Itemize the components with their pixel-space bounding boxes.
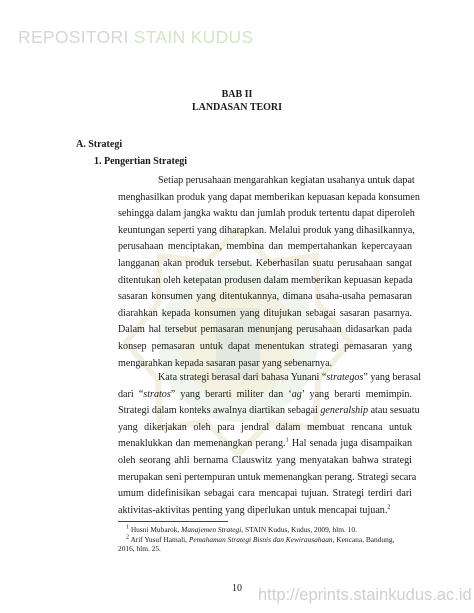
text-line: oleh seorang ahli bernama Clauswitz yang menyatakan bahwa strategi — [118, 454, 412, 466]
text-line: keuntungan seperti yang diharapkan. Melalui produk yang dihasilkannya, — [118, 224, 415, 236]
text-span: STAIN Kudus, Kudus, 2009, hlm. 10. — [243, 525, 357, 534]
text-span: Hal senada juga disampaikan — [288, 438, 412, 450]
book-title: Manajemen Strategi, — [181, 525, 244, 534]
text-line — [118, 403, 420, 420]
footnote-number: 2 — [126, 534, 129, 541]
chapter-title: LANDASAN TEORI — [191, 102, 283, 113]
text-line-end: Keberhasilan suatu perusahaan sangat — [255, 257, 412, 269]
text-span: aktivitas-aktivitas penting yang diperlukan untuk mencapai tujuan. — [118, 504, 388, 516]
text-line: Dalam hal tersebut pemasaran menunjang perusahaan didasarkan pada — [118, 324, 412, 336]
text-line: sehingga dalam jangka waktu dan jumlah produk tertentu dapat diperoleh — [118, 208, 415, 220]
text-line — [118, 256, 412, 273]
text-span: Kencana, Bandung, — [334, 534, 395, 544]
text-span: ” yang berarti militer dan ‘ — [170, 388, 292, 400]
text-span: Husni Mubarok, — [129, 525, 182, 534]
page-number: 10 — [232, 583, 242, 594]
footnotes — [118, 525, 412, 554]
subsection-heading: 1. Pengertian Strategi — [94, 156, 188, 167]
section-heading: A. Strategi — [76, 139, 123, 150]
text-line: merupakan seni pertempuran untuk memenangkan perang. Strategi secara — [118, 471, 417, 483]
footnote-ref: 2 — [387, 504, 391, 511]
footnote-divider — [118, 521, 228, 522]
text-line: yang dikerjakan oleh para jendral dalam membuat rencana untuk — [118, 421, 412, 433]
repository-watermark — [18, 27, 253, 48]
chapter-number: BAB II — [221, 89, 253, 100]
text-line: sasaran konsumen yang ditentukannya, dimana usaha-usaha pemasaran — [118, 291, 412, 303]
text-span: atau sesuatu — [368, 405, 420, 417]
text-span: Arif Yusuf Hamali, — [129, 534, 189, 544]
footnote-number: 1 — [126, 524, 129, 531]
text-line: konsep pemasaran untuk dapat menentukan strategi pemasaran yang — [118, 340, 412, 352]
text-span: ’ yang berarti memimpin. — [301, 388, 412, 400]
italic-term: ag — [291, 388, 302, 400]
text-span: Strategi dalam konteks awalnya diartikan sebagai — [118, 405, 321, 417]
text-line: umum didefinisikan sebagai cara mencapai tujuan. Strategi terdiri dari — [118, 488, 412, 500]
text-line: ditentukan oleh ketepatan produsen dalam memberikan kepuasan kepada — [118, 274, 413, 286]
watermark-text-repositori: REPOSITORI — [18, 27, 134, 47]
text-line — [118, 370, 422, 387]
text-line: Setiap perusahaan mengarahkan kegiatan usahanya untuk dapat — [158, 175, 415, 186]
footnote-1 — [118, 525, 412, 535]
text-line — [118, 387, 412, 404]
text-span: Kata strategi berasal dari bahasa Yunani “ — [158, 372, 327, 383]
text-span: dari “ — [118, 388, 144, 400]
text-line-start: langganan akan produk tersebut. — [118, 257, 253, 269]
footnote-2-continuation: 2016, hlm. 25. — [118, 544, 161, 554]
text-line — [118, 436, 412, 453]
footnote-2 — [118, 535, 412, 545]
text-line: mengarahkan kepada sasaran pasar yang sebenarnya. — [118, 357, 333, 369]
paragraph-1 — [118, 173, 420, 372]
italic-term: strategos — [326, 372, 364, 383]
text-line: perusahaan menciptakan, membina dan mempertahankan kepercayaan — [118, 241, 412, 253]
text-line: menghasilkan produk yang dapat memberikan kepuasan kepada konsumen — [118, 191, 420, 203]
text-span: ” yang berasal — [363, 372, 422, 383]
italic-term: stratos — [143, 388, 171, 400]
repository-url-watermark: http://eprints.stainkudus.ac.id — [258, 586, 472, 604]
text-line: diarahkan kepada konsumen yang ditujukan sebagai sasaran pasarnya. — [118, 307, 412, 319]
text-line — [118, 503, 412, 520]
italic-term: generalship — [320, 405, 369, 417]
footnote-ref: 1 — [285, 438, 289, 445]
book-title: Pemahaman Strategi Bisnis dan Kewirausahaan, — [188, 534, 335, 544]
watermark-text-stain-kudus: STAIN KUDUS — [133, 27, 254, 47]
paragraph-2 — [118, 370, 422, 519]
text-span: menaklukkan dan memenangkan perang. — [118, 438, 286, 450]
